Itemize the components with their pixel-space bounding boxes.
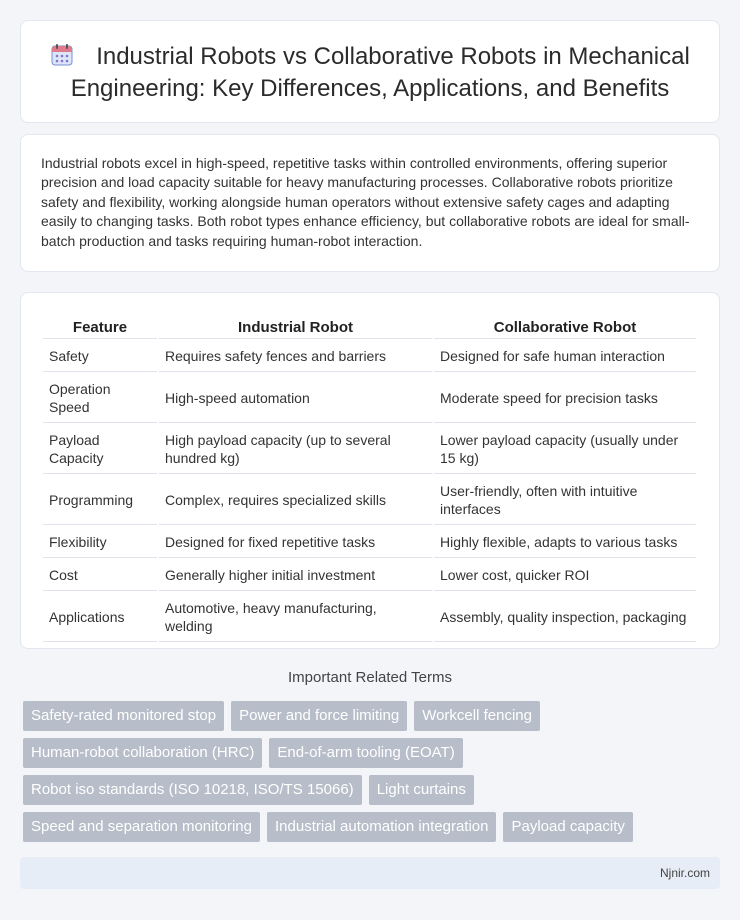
term-tag[interactable]: Payload capacity <box>503 812 632 842</box>
calendar-icon <box>50 43 74 67</box>
related-terms-list <box>23 701 713 849</box>
row-feature: Payload Capacity <box>43 425 157 474</box>
row-collaborative: User-friendly, often with intuitive interfaces <box>434 476 696 525</box>
row-feature: Flexibility <box>43 527 157 558</box>
term-tag[interactable]: Industrial automation integration <box>267 812 496 842</box>
row-collaborative: Assembly, quality inspection, packaging <box>434 593 696 642</box>
row-industrial: High payload capacity (up to several hundred kg) <box>159 425 432 474</box>
header-feature: Feature <box>43 315 157 339</box>
row-industrial: Complex, requires specialized skills <box>159 476 432 525</box>
comparison-table <box>41 313 698 644</box>
row-industrial: Designed for fixed repetitive tasks <box>159 527 432 558</box>
row-feature: Operation Speed <box>43 374 157 423</box>
term-tag[interactable]: Human-robot collaboration (HRC) <box>23 738 262 768</box>
footer-site[interactable]: Njnir.com <box>659 866 710 880</box>
term-tag[interactable]: End-of-arm tooling (EOAT) <box>269 738 462 768</box>
row-collaborative: Moderate speed for precision tasks <box>434 374 696 423</box>
row-feature: Programming <box>43 476 157 525</box>
row-feature: Safety <box>43 341 157 372</box>
table-header-row <box>43 315 696 339</box>
term-tag[interactable]: Robot iso standards (ISO 10218, ISO/TS 15066) <box>23 775 362 805</box>
related-terms-heading: Important Related Terms <box>288 669 452 686</box>
row-collaborative: Lower payload capacity (usually under 15 kg) <box>434 425 696 474</box>
title-card <box>20 20 720 123</box>
footer <box>20 857 720 889</box>
page-title <box>45 41 695 105</box>
row-industrial: High-speed automation <box>159 374 432 423</box>
table-row <box>43 593 696 642</box>
tag-row <box>23 812 713 842</box>
header-industrial: Industrial Robot <box>159 315 432 339</box>
row-feature: Applications <box>43 593 157 642</box>
term-tag[interactable]: Workcell fencing <box>414 701 540 731</box>
comparison-card <box>20 292 720 649</box>
row-collaborative: Designed for safe human interaction <box>434 341 696 372</box>
table-row <box>43 374 696 423</box>
table-row <box>43 341 696 372</box>
term-tag[interactable]: Safety-rated monitored stop <box>23 701 224 731</box>
page-title-text: Industrial Robots vs Collaborative Robots in Mechanical Engineering: Key Differences, Applications, and Benefits <box>70 43 690 102</box>
tag-row <box>23 738 713 768</box>
row-industrial: Automotive, heavy manufacturing, welding <box>159 593 432 642</box>
row-collaborative: Highly flexible, adapts to various tasks <box>434 527 696 558</box>
tag-row <box>23 775 713 805</box>
row-collaborative: Lower cost, quicker ROI <box>434 560 696 591</box>
header-collaborative: Collaborative Robot <box>434 315 696 339</box>
table-row <box>43 527 696 558</box>
summary-card <box>20 134 720 272</box>
table-row <box>43 425 696 474</box>
tag-row <box>23 701 713 731</box>
table-row <box>43 476 696 525</box>
term-tag[interactable]: Light curtains <box>369 775 474 805</box>
row-industrial: Generally higher initial investment <box>159 560 432 591</box>
summary-text: Industrial robots excel in high-speed, repetitive tasks within controlled environments, offering superior precision and load capacity suitable for heavy manufacturing processes. Collaborative robots prioritize safety and flexibility, working alongside human operators without extensive safety cages and adapting easily to changing tasks. Both robot types enhance efficiency, but collaborative robots are ideal for small-batch production and tasks requiring human-robot interaction. <box>41 155 690 249</box>
table-row <box>43 560 696 591</box>
term-tag[interactable]: Power and force limiting <box>231 701 407 731</box>
row-feature: Cost <box>43 560 157 591</box>
term-tag[interactable]: Speed and separation monitoring <box>23 812 260 842</box>
row-industrial: Requires safety fences and barriers <box>159 341 432 372</box>
